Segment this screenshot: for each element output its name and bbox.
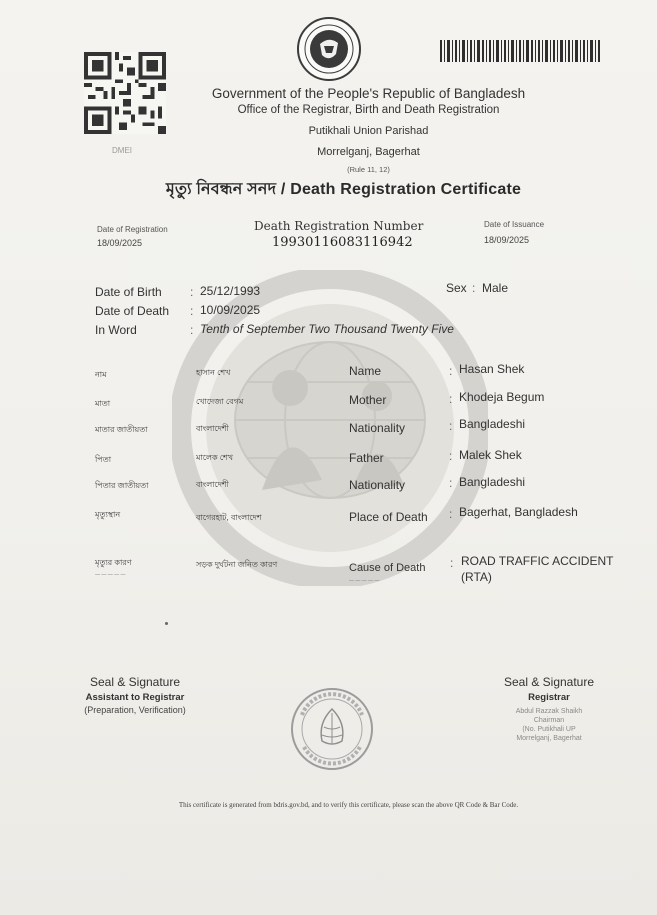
- bn-father-label: পিতা: [95, 455, 112, 464]
- date-of-birth-label: Date of Birth: [95, 285, 162, 299]
- separator: :: [190, 304, 194, 318]
- rule-reference: (Rule 11, 12): [347, 165, 390, 174]
- father-nationality-value: Bangladeshi: [459, 475, 526, 489]
- registrar-office: (No. Putikhali UP: [522, 726, 576, 733]
- cause-of-death-sublabel: — — — — —: [349, 578, 380, 584]
- location: Morrelganj, Bagerhat: [317, 146, 420, 158]
- issuance-date-value: 18/09/2025: [484, 235, 530, 245]
- separator: :: [449, 449, 453, 463]
- separator: :: [190, 323, 194, 337]
- in-word-label: In Word: [95, 323, 137, 337]
- certificate-title: মৃত্যু নিবন্ধন সনদ / Death Registration Certificate: [165, 181, 522, 198]
- barcode[interactable]: [440, 40, 600, 62]
- government-title: Government of the People's Republic of Bangladesh: [211, 86, 526, 101]
- assistant-signature-block: [60, 675, 210, 715]
- mother-nationality-value: Bangladeshi: [459, 417, 526, 431]
- separator: :: [449, 476, 453, 490]
- government-emblem-icon: [296, 16, 362, 82]
- bn-mother-label: মাতা: [95, 399, 111, 408]
- bn-name-value: হাসান শেখ: [196, 368, 231, 377]
- cause-of-death-value-line1: ROAD TRAFFIC ACCIDENT: [461, 554, 614, 568]
- bn-name-label: নাম: [95, 370, 107, 379]
- place-of-death-label: Place of Death: [349, 510, 428, 524]
- father-value: Malek Shek: [459, 448, 522, 462]
- registration-date-value: 18/09/2025: [97, 238, 143, 248]
- bn-father-value: মালেক শেখ: [196, 453, 233, 462]
- cause-of-death-value-line2: (RTA): [461, 570, 492, 584]
- union-seal-stamp: [288, 685, 376, 773]
- in-word-value: Tenth of September Two Thousand Twenty Five: [200, 322, 454, 336]
- bn-mother-nationality-label: মাতার জাতীয়তা: [95, 425, 148, 434]
- bn-cause-value: সড়ক দুর্ঘটনা জনিত কারণ: [196, 560, 278, 569]
- bn-father-nationality-value: বাংলাদেশী: [196, 480, 229, 489]
- date-of-birth-value: 25/12/1993: [200, 284, 261, 298]
- registration-number-value: 19930116083116942: [272, 235, 413, 250]
- registrar-name: Abdul Razzak Shaikh: [515, 708, 583, 715]
- assistant-seal-title: Seal & Signature: [89, 675, 181, 689]
- verification-footer: This certificate is generated from bdris.gov.bd, and to verify this certificate, please scan the above QR Code & Bar Code.: [178, 801, 519, 809]
- registrar-seal-title: Seal & Signature: [503, 675, 595, 689]
- name-value: Hasan Shek: [459, 362, 525, 376]
- bn-place-label: মৃত্যুস্থান: [95, 510, 121, 519]
- separator: :: [449, 419, 453, 433]
- separator: :: [449, 507, 453, 521]
- place-of-death-value: Bagerhat, Bangladesh: [459, 505, 578, 519]
- issuance-date-label: Date of Issuance: [484, 220, 545, 229]
- bn-place-value: বাগেরহাট, বাংলাদেশ: [196, 513, 262, 522]
- separator: :: [450, 556, 454, 570]
- separator: :: [472, 281, 476, 295]
- union-name: Putikhali Union Parishad: [308, 125, 429, 137]
- registrar-location: Morrelganj, Bagerhat: [516, 735, 582, 742]
- father-label: Father: [349, 451, 384, 465]
- father-nationality-label: Nationality: [349, 478, 406, 492]
- sex-label: Sex: [446, 281, 467, 295]
- registrar-signature-block: [470, 675, 628, 743]
- bn-cause-sublabel: — — — — —: [95, 572, 126, 578]
- registrar-role: Registrar: [528, 692, 570, 703]
- registration-number-label: Death Registration Number: [254, 219, 424, 233]
- cause-of-death-label: Cause of Death: [349, 562, 426, 574]
- assistant-role: Assistant to Registrar: [85, 692, 185, 703]
- registrar-designation: Chairman: [533, 717, 565, 724]
- name-label: Name: [349, 364, 382, 378]
- sex-value: Male: [482, 281, 509, 295]
- separator: :: [190, 285, 194, 299]
- office-title: Office of the Registrar, Birth and Death Registration: [237, 104, 500, 116]
- mother-nationality-label: Nationality: [349, 421, 406, 435]
- bn-cause-label: মৃত্যুর কারণ: [95, 558, 132, 567]
- ink-dot: [165, 622, 168, 625]
- registration-date-label: Date of Registration: [97, 225, 168, 234]
- assistant-note: (Preparation, Verification): [84, 705, 186, 715]
- date-of-death-label: Date of Death: [95, 304, 170, 318]
- qr-caption: DMEI: [112, 146, 132, 155]
- separator: :: [449, 392, 453, 406]
- date-of-death-value: 10/09/2025: [200, 303, 261, 317]
- separator: :: [449, 364, 453, 378]
- mother-value: Khodeja Begum: [459, 390, 545, 404]
- bn-mother-nationality-value: বাংলাদেশী: [196, 424, 229, 433]
- bn-father-nationality-label: পিতার জাতীয়তা: [95, 481, 149, 490]
- mother-label: Mother: [349, 393, 387, 407]
- bn-mother-value: খোদেজা বেগম: [196, 397, 244, 406]
